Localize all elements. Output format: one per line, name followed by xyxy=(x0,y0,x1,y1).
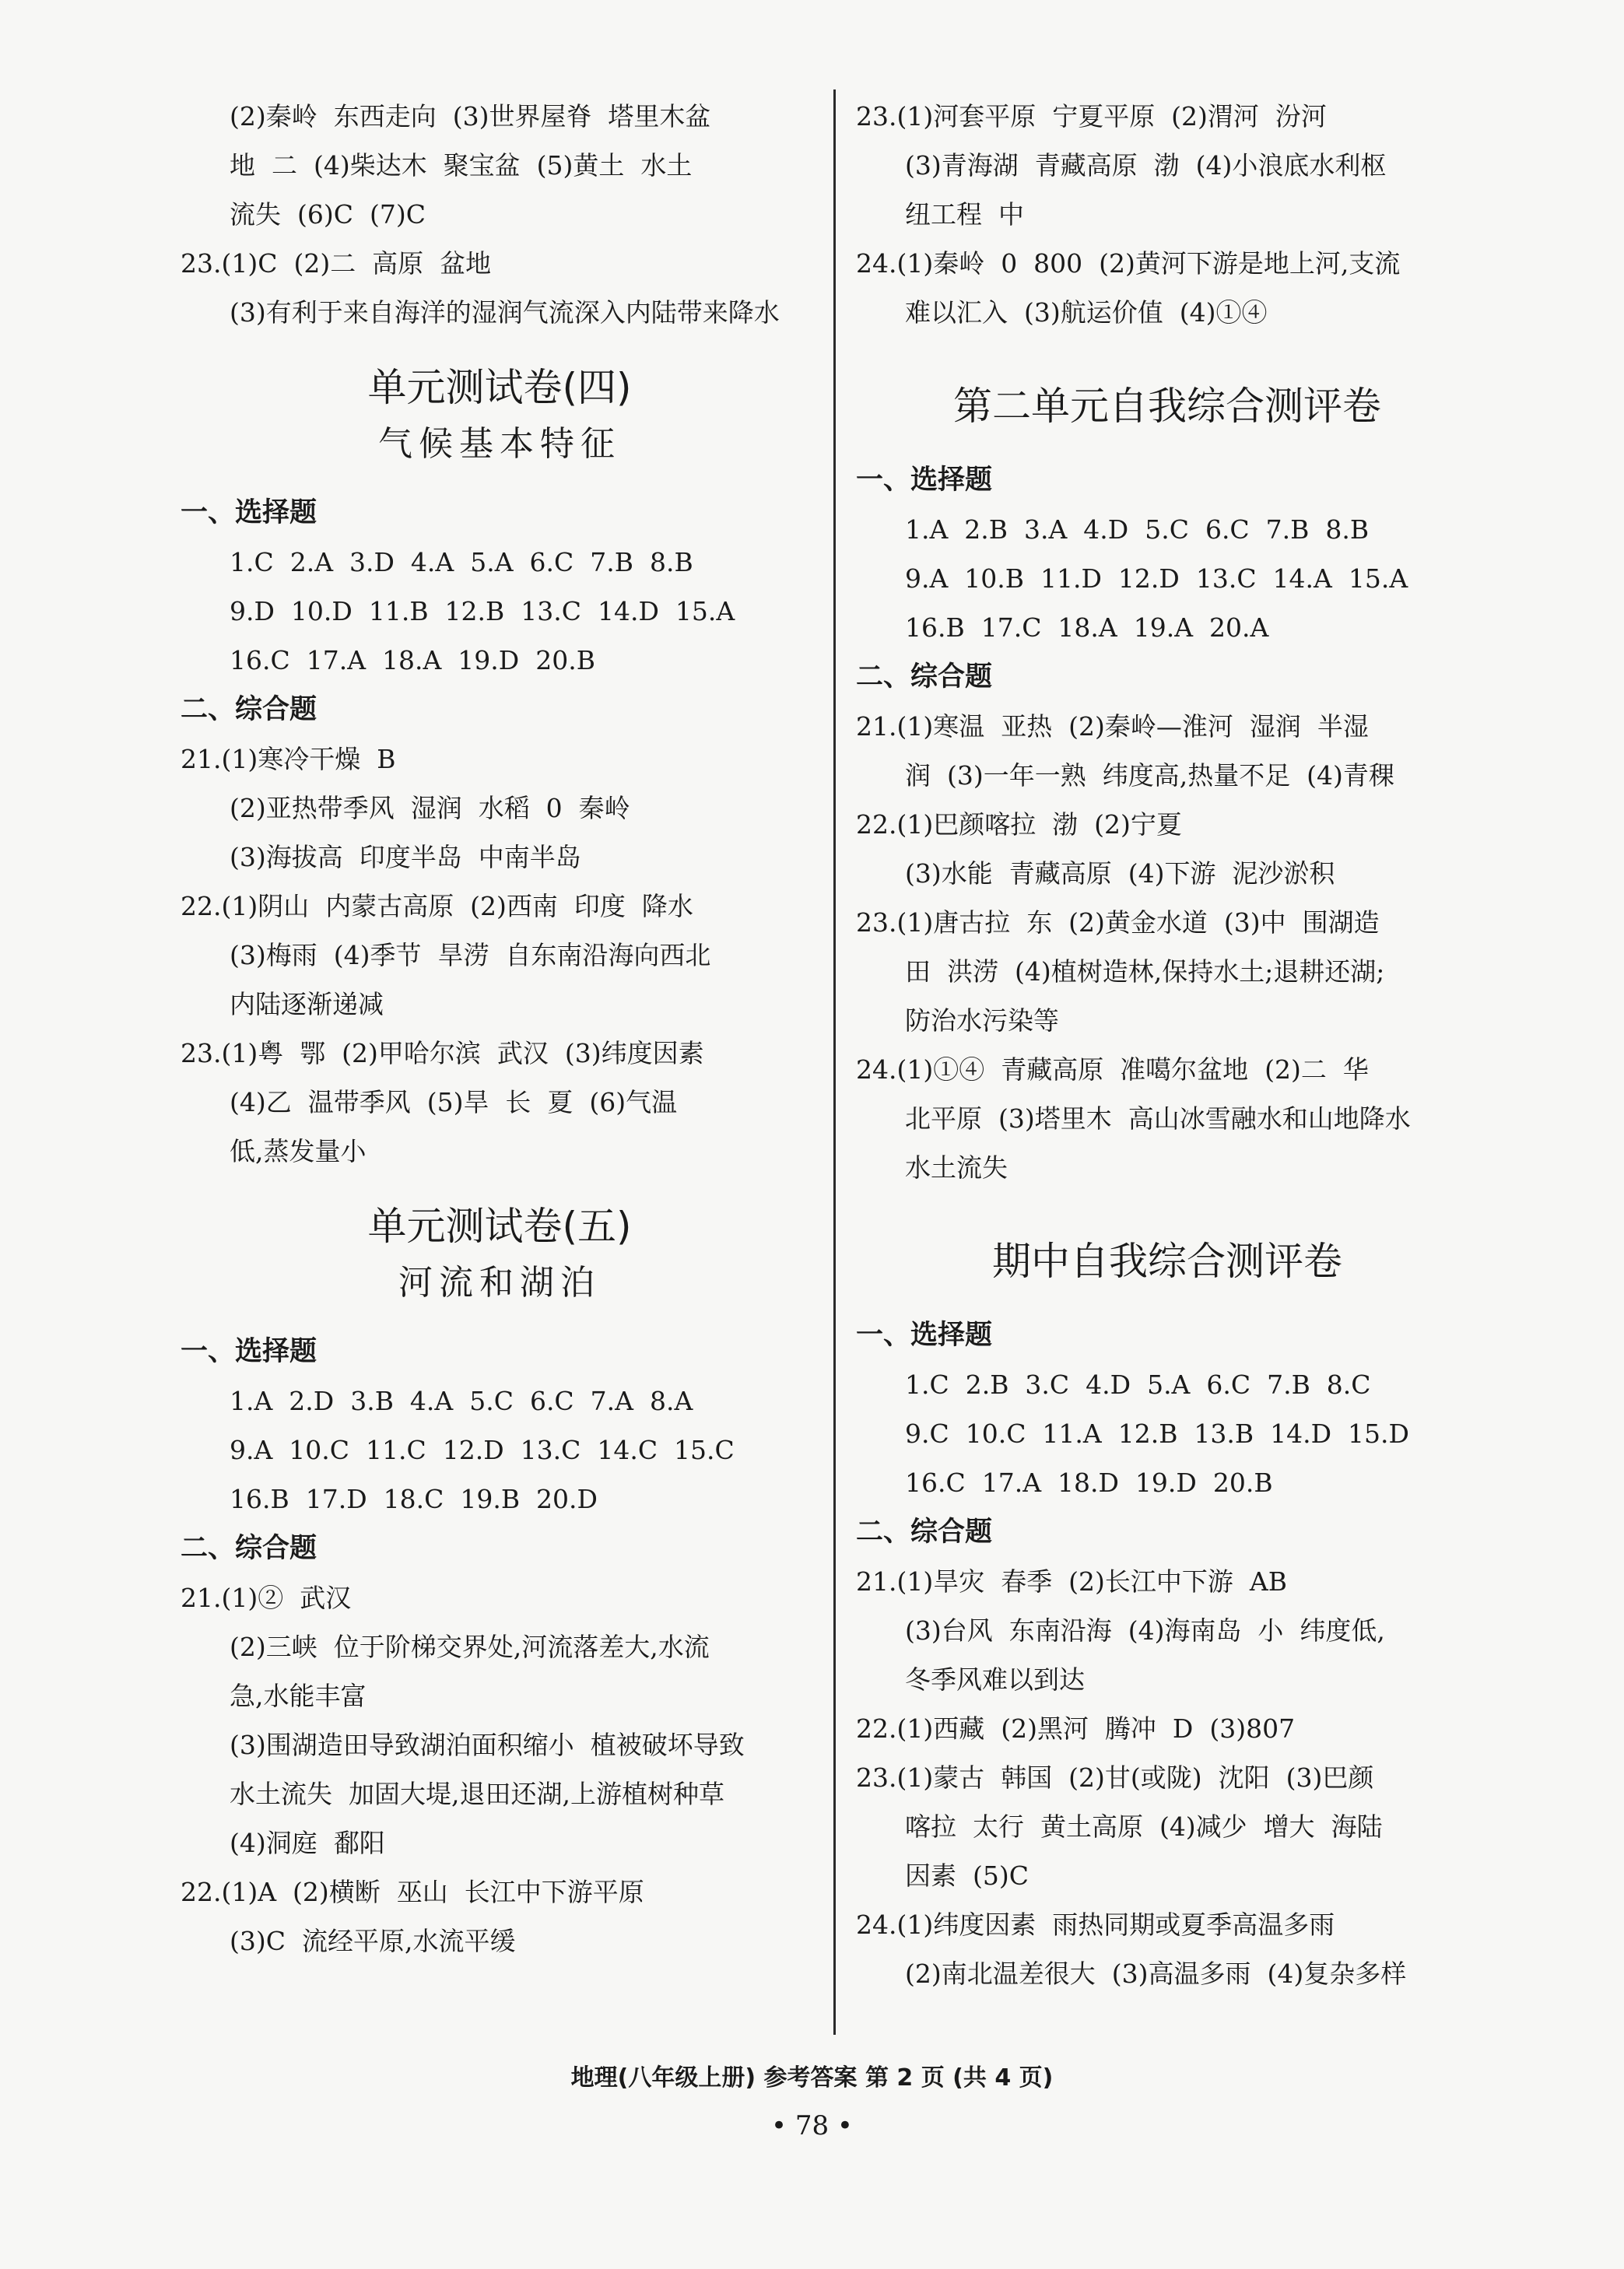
unit5-comprehensive-answers xyxy=(181,1573,819,1966)
answer-line: 内陆逐渐递减 xyxy=(230,989,384,1019)
answer-line: 纽工程 中 xyxy=(905,199,1024,230)
answer-line: (3)围湖造田导致湖泊面积缩小 植被破坏导致 xyxy=(230,1730,745,1760)
choice-line: 16.B 17.D 18.C 19.B 20.D xyxy=(230,1484,598,1514)
answer-line: 急,水能丰富 xyxy=(230,1681,367,1711)
answer-line: 低,蒸发量小 xyxy=(230,1136,367,1166)
comprehensive-heading: 二、综合题 xyxy=(856,661,993,693)
choice-line: 9.C 10.C 11.A 12.B 13.B 14.D 15.D xyxy=(905,1419,1409,1449)
unit4-subtitle: 气候基本特征 xyxy=(378,424,621,464)
answer-line: 22.(1)巴颜喀拉 渤 (2)宁夏 xyxy=(856,809,1182,840)
answer-line: (4)洞庭 鄱阳 xyxy=(230,1828,385,1858)
answer-line: 24.(1)纬度因素 雨热同期或夏季高温多雨 xyxy=(856,1910,1335,1940)
answer-line: (3)梅雨 (4)季节 旱涝 自东南沿海向西北 xyxy=(230,940,711,970)
answer-line: 难以汇入 (3)航运价值 (4)①④ xyxy=(905,297,1268,328)
answer-line: 北平原 (3)塔里木 高山冰雪融水和山地降水 xyxy=(905,1103,1411,1134)
answer-line: (2)秦岭 东西走向 (3)世界屋脊 塔里木盆 xyxy=(230,101,711,132)
answer-line: (4)乙 温带季风 (5)旱 长 夏 (6)气温 xyxy=(230,1087,678,1117)
answer-line: 22.(1)西藏 (2)黑河 腾冲 D (3)807 xyxy=(856,1713,1296,1744)
answer-line: 因素 (5)C xyxy=(905,1860,1029,1891)
answer-line: (3)台风 东南沿海 (4)海南岛 小 纬度低, xyxy=(905,1615,1385,1646)
choice-line: 9.A 10.B 11.D 12.D 13.C 14.A 15.A xyxy=(905,563,1408,594)
comprehensive-heading: 二、综合题 xyxy=(856,1517,993,1548)
midterm-title: 期中自我综合测评卷 xyxy=(992,1239,1342,1284)
choice-line: 16.C 17.A 18.D 19.D 20.B xyxy=(905,1468,1273,1498)
answer-line: 23.(1)唐古拉 东 (2)黄金水道 (3)中 围湖造 xyxy=(856,907,1380,938)
answer-line: 24.(1)①④ 青藏高原 准噶尔盆地 (2)二 华 xyxy=(856,1054,1369,1085)
answer-line: (3)青海湖 青藏高原 渤 (4)小浪底水利枢 xyxy=(905,150,1387,181)
answer-line: 22.(1)A (2)横断 巫山 长江中下游平原 xyxy=(181,1877,644,1907)
answer-line: 水土流失 加固大堤,退田还湖,上游植树种草 xyxy=(230,1779,724,1809)
answer-line: 冬季风难以到达 xyxy=(905,1664,1085,1695)
unit4-title: 单元测试卷(四) xyxy=(367,365,632,410)
answer-line: (3)C 流经平原,水流平缓 xyxy=(230,1926,516,1956)
answer-line: 21.(1)② 武汉 xyxy=(181,1583,352,1613)
comprehensive-heading: 二、综合题 xyxy=(181,1533,317,1564)
midterm-comprehensive-answers xyxy=(856,1557,1478,1998)
answer-line: 防治水污染等 xyxy=(905,1005,1059,1036)
choice-line: 16.C 17.A 18.A 19.D 20.B xyxy=(230,645,595,675)
choice-line: 9.D 10.D 11.B 12.B 13.C 14.D 15.A xyxy=(230,596,735,626)
choice-line: 9.A 10.C 11.C 12.D 13.C 14.C 15.C xyxy=(230,1435,735,1465)
unit5-title: 单元测试卷(五) xyxy=(367,1204,632,1249)
choice-heading: 一、选择题 xyxy=(181,1336,317,1367)
answer-line: 24.(1)秦岭 0 800 (2)黄河下游是地上河,支流 xyxy=(856,248,1401,279)
choice-line: 1.A 2.B 3.A 4.D 5.C 6.C 7.B 8.B xyxy=(905,514,1370,545)
answer-line: (3)水能 青藏高原 (4)下游 泥沙淤积 xyxy=(905,858,1335,889)
answer-line: 地 二 (4)柴达木 聚宝盆 (5)黄土 水土 xyxy=(230,150,693,181)
column-divider xyxy=(833,89,836,2035)
answer-line: 23.(1)粤 鄂 (2)甲哈尔滨 武汉 (3)纬度因素 xyxy=(181,1038,704,1068)
choice-heading: 一、选择题 xyxy=(856,1320,993,1351)
choice-line: 1.C 2.A 3.D 4.A 5.A 6.C 7.B 8.B xyxy=(230,547,693,577)
choice-line: 1.C 2.B 3.C 4.D 5.A 6.C 7.B 8.C xyxy=(905,1369,1371,1400)
choice-line: 16.B 17.C 18.A 19.A 20.A xyxy=(905,612,1269,643)
answer-line: 21.(1)旱灾 春季 (2)长江中下游 AB xyxy=(856,1566,1287,1597)
answer-line: 23.(1)河套平原 宁夏平原 (2)渭河 汾河 xyxy=(856,101,1327,132)
answer-line: (3)有利于来自海洋的湿润气流深入内陆带来降水 xyxy=(230,297,780,328)
answer-line: 润 (3)一年一熟 纬度高,热量不足 (4)青稞 xyxy=(905,760,1394,791)
answer-line: 21.(1)寒温 亚热 (2)秦岭—淮河 湿润 半湿 xyxy=(856,711,1369,742)
answer-line: (2)三峡 位于阶梯交界处,河流落差大,水流 xyxy=(230,1632,710,1662)
previous-unit-answers xyxy=(856,92,1478,337)
unit2-comprehensive-answers xyxy=(856,702,1478,1192)
answer-line: (2)亚热带季风 湿润 水稻 0 秦岭 xyxy=(230,793,630,823)
unit4-comprehensive-answers xyxy=(181,735,819,1176)
unit5-subtitle: 河流和湖泊 xyxy=(398,1263,601,1303)
choice-heading: 一、选择题 xyxy=(181,497,317,528)
answer-line: 23.(1)C (2)二 高原 盆地 xyxy=(181,248,492,279)
answer-line: 22.(1)阴山 内蒙古高原 (2)西南 印度 降水 xyxy=(181,891,693,921)
answer-line: 流失 (6)C (7)C xyxy=(230,199,426,230)
answer-line: 喀拉 太行 黄土高原 (4)减少 增大 海陆 xyxy=(905,1811,1383,1842)
answer-line: (3)海拔高 印度半岛 中南半岛 xyxy=(230,842,581,872)
answer-line: 21.(1)寒冷干燥 B xyxy=(181,744,396,774)
right-column xyxy=(856,92,1478,1998)
comprehensive-heading: 二、综合题 xyxy=(181,694,317,725)
left-column xyxy=(181,92,819,1966)
choice-heading: 一、选择题 xyxy=(856,465,993,496)
answer-line: (2)南北温差很大 (3)高温多雨 (4)复杂多样 xyxy=(905,1959,1407,1989)
unit2-title: 第二单元自我综合测评卷 xyxy=(953,384,1381,429)
answer-line: 水土流失 xyxy=(905,1152,1008,1183)
answer-line: 23.(1)蒙古 韩国 (2)甘(或陇) 沈阳 (3)巴颜 xyxy=(856,1762,1374,1793)
answer-line: 田 洪涝 (4)植树造林,保持水土;退耕还湖; xyxy=(905,956,1385,987)
page-number: • 78 • xyxy=(771,2110,853,2141)
page-footer: 地理(八年级上册) 参考答案 第 2 页 (共 4 页) xyxy=(570,2064,1054,2092)
choice-line: 1.A 2.D 3.B 4.A 5.C 6.C 7.A 8.A xyxy=(230,1386,693,1416)
